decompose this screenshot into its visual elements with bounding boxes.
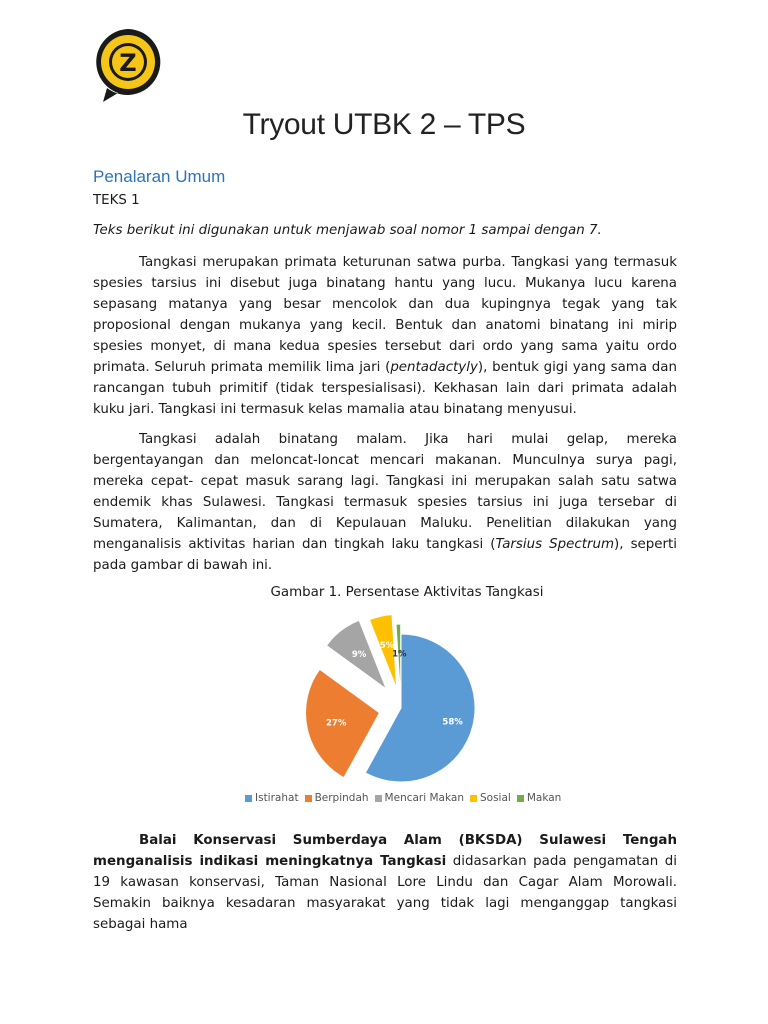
chart-title: Gambar 1. Persentase Aktivitas Tangkasi xyxy=(270,585,544,600)
paragraph-2: Tangkasi adalah binatang malam. Jika hari mulai gelap, mereka bergentayangan dan meloncat-loncat mencari makanan. Munculnya surya pagi, mereka cepat- cepat masuk sarang lagi. Tangkasi ini merupakan salah satu satwa endemik khas Sulawesi. Tangkasi termasuk spesies tarsius ini juga tersebar di Sumatera, Kalimantan, dan di Kepulauan Maluku. Penelitian dilakukan yang menganalisis aktivitas harian dan tingkah laku tangkasi (Tarsius Spectrum), seperti pada gambar di bawah ini. xyxy=(93,432,678,573)
data-label-sosial: 5% xyxy=(379,641,395,652)
legend-item-sosial xyxy=(470,792,511,804)
page-title: Tryout UTBK 2 – TPS xyxy=(242,108,526,141)
text-label: TEKS 1 xyxy=(93,193,140,208)
legend-item-makan xyxy=(517,792,561,804)
legend-label: Sosial xyxy=(479,792,511,804)
zenius-logo xyxy=(91,26,165,104)
legend-label: Makan xyxy=(526,792,562,804)
pie-slice-istirahat xyxy=(365,634,475,782)
section-heading: Penalaran Umum xyxy=(93,167,226,186)
legend-swatch xyxy=(470,795,477,802)
pie-chart xyxy=(236,612,566,812)
data-label-makan: 1% xyxy=(392,649,407,660)
legend-swatch xyxy=(375,795,382,802)
data-label-berpindah: 27% xyxy=(326,718,347,729)
intro-instruction: Teks berikut ini digunakan untuk menjawab soal nomor 1 sampai dengan 7. xyxy=(93,223,602,238)
legend-swatch xyxy=(245,795,252,802)
data-label-istirahat: 58% xyxy=(442,717,463,728)
legend-swatch xyxy=(305,795,312,802)
paragraph-3: Balai Konservasi Sumberdaya Alam (BKSDA) Sulawesi Tengah menganalisis indikasi meningkatnya Tangkasi didasarkan pada pengamatan di 19 kawasan konservasi, Taman Nasional Lore Lindu dan Cagar Alam Morowali. Semakin baiknya kesadaran masyarakat yang tidak lagi menganggap tangkasi sebagai hama xyxy=(93,833,678,932)
legend-label: Istirahat xyxy=(255,792,299,804)
legend-item-istirahat xyxy=(245,792,299,804)
legend-label: Mencari Makan xyxy=(384,792,464,804)
legend-swatch xyxy=(517,795,524,802)
svg-text:Z: Z xyxy=(119,49,137,77)
legend-item-berpindah xyxy=(305,792,369,804)
data-label-mencari-makan: 9% xyxy=(351,649,367,660)
legend-item-mencari-makan xyxy=(375,792,464,804)
legend-label: Berpindah xyxy=(314,792,369,804)
paragraph-1: Tangkasi merupakan primata keturunan satwa purba. Tangkasi yang termasuk spesies tarsius ini disebut juga binatang hantu yang lucu. Mukanya lucu karena sepasang matanya yang besar mencolok dan dua kupingnya tegak yang tak proposional dengan mukanya yang kecil. Bentuk dan anatomi binatang ini mirip spesies monyet, di mana kedua spesies tersebut dari ordo yang sama yaitu ordo primata. Seluruh primata memilik lima jari (pentadactyly), bentuk gigi yang sama dan rancangan tubuh primitif (tidak terspesialisasi). Kekhasan lain dari primata adalah kuku jari. Tangkasi ini termasuk kelas mamalia atau binatang menyusui. xyxy=(93,255,677,417)
chart-legend xyxy=(245,792,561,804)
